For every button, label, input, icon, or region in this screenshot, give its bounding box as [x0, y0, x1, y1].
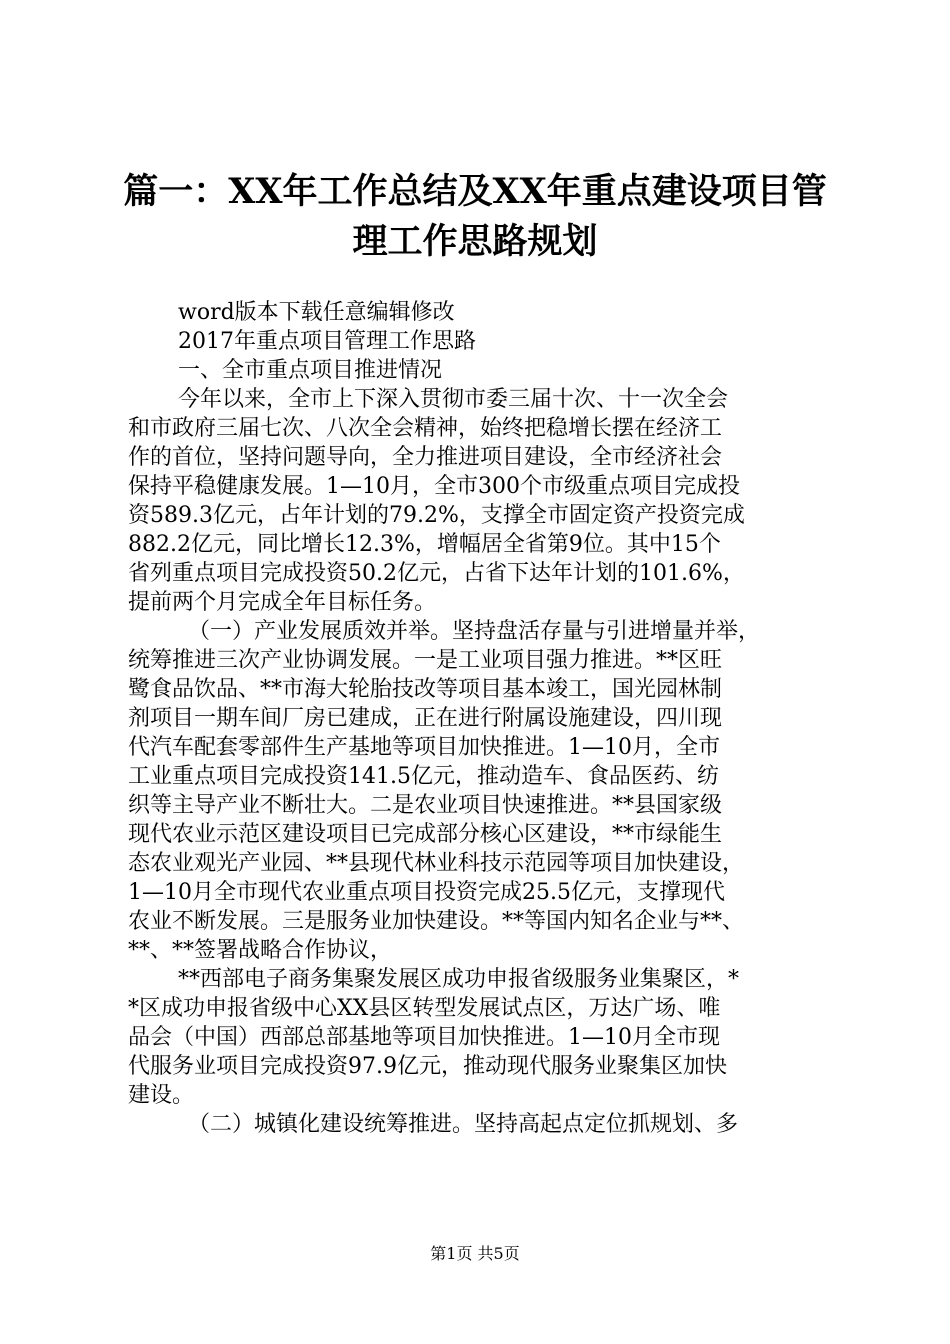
body-line: 1—10月全市现代农业重点项目投资完成25.5亿元，支撑现代	[128, 880, 725, 905]
document-body	[128, 298, 840, 1139]
body-line: （二）城镇化建设统筹推进。坚持高起点定位抓规划、多	[188, 1112, 739, 1137]
body-line: **、**签署战略合作协议，	[128, 938, 393, 963]
body-line: 代汽车配套零部件生产基地等项目加快推进。1—10月，全市	[128, 735, 720, 760]
body-line: *区成功申报省级中心XX县区转型发展试点区，万达广场、唯	[128, 996, 721, 1021]
body-line: 工业重点项目完成投资141.5亿元，推动造车、食品医药、纺	[128, 764, 719, 789]
body-line: 资589.3亿元，占年计划的79.2%，支撑全市固定资产投资完成	[128, 503, 745, 528]
body-line: 建设。	[128, 1083, 195, 1108]
body-line: 农业不断发展。三是服务业加快建设。**等国内知名企业与**、	[128, 909, 745, 934]
body-line: 代服务业项目完成投资97.9亿元，推动现代服务业聚集区加快	[128, 1054, 727, 1079]
body-line: 态农业观光产业园、**县现代林业科技示范园等项目加快建设，	[128, 851, 745, 876]
body-line: 和市政府三届七次、八次全会精神，始终把稳增长摆在经济工	[128, 416, 723, 441]
body-line: 统筹推进三次产业协调发展。一是工业项目强力推进。**区旺	[128, 648, 723, 673]
body-line: 鹭食品饮品、**市海大轮胎技改等项目基本竣工，国光园林制	[128, 677, 723, 702]
body-line: （一）产业发展质效并举。坚持盘活存量与引进增量并举，	[188, 619, 761, 644]
body-line: 一、全市重点项目推进情况	[178, 358, 443, 383]
page-footer: 第1页 共5页	[430, 1244, 520, 1263]
body-line: 2017年重点项目管理工作思路	[178, 329, 476, 354]
document-title-line-1: 篇一：XX年工作总结及XX年重点建设项目管	[123, 171, 827, 212]
body-line: 提前两个月完成全年目标任务。	[128, 590, 437, 615]
body-line: **西部电子商务集聚发展区成功申报省级服务业集聚区，*	[178, 967, 740, 992]
body-line: 剂项目一期车间厂房已建成，正在进行附属设施建设，四川现	[128, 706, 723, 731]
body-line: 织等主导产业不断壮大。二是农业项目快速推进。**县国家级	[128, 793, 723, 818]
body-line: 现代农业示范区建设项目已完成部分核心区建设，**市绿能生	[128, 822, 723, 847]
document-title-line-2: 理工作思路规划	[352, 221, 598, 262]
body-line: 保持平稳健康发展。1—10月，全市300个市级重点项目完成投	[128, 474, 740, 499]
body-line: 品会（中国）西部总部基地等项目加快推进。1—10月全市现	[128, 1025, 720, 1050]
body-line: 省列重点项目完成投资50.2亿元，占省下达年计划的101.6%，	[128, 561, 745, 586]
body-line: 作的首位，坚持问题导向，全力推进项目建设，全市经济社会	[128, 445, 723, 470]
body-line: 882.2亿元，同比增长12.3%，增幅居全省第9位。其中15个	[128, 532, 721, 557]
body-line: word版本下载任意编辑修改	[178, 300, 455, 325]
body-line: 今年以来，全市上下深入贯彻市委三届十次、十一次全会	[178, 387, 729, 412]
